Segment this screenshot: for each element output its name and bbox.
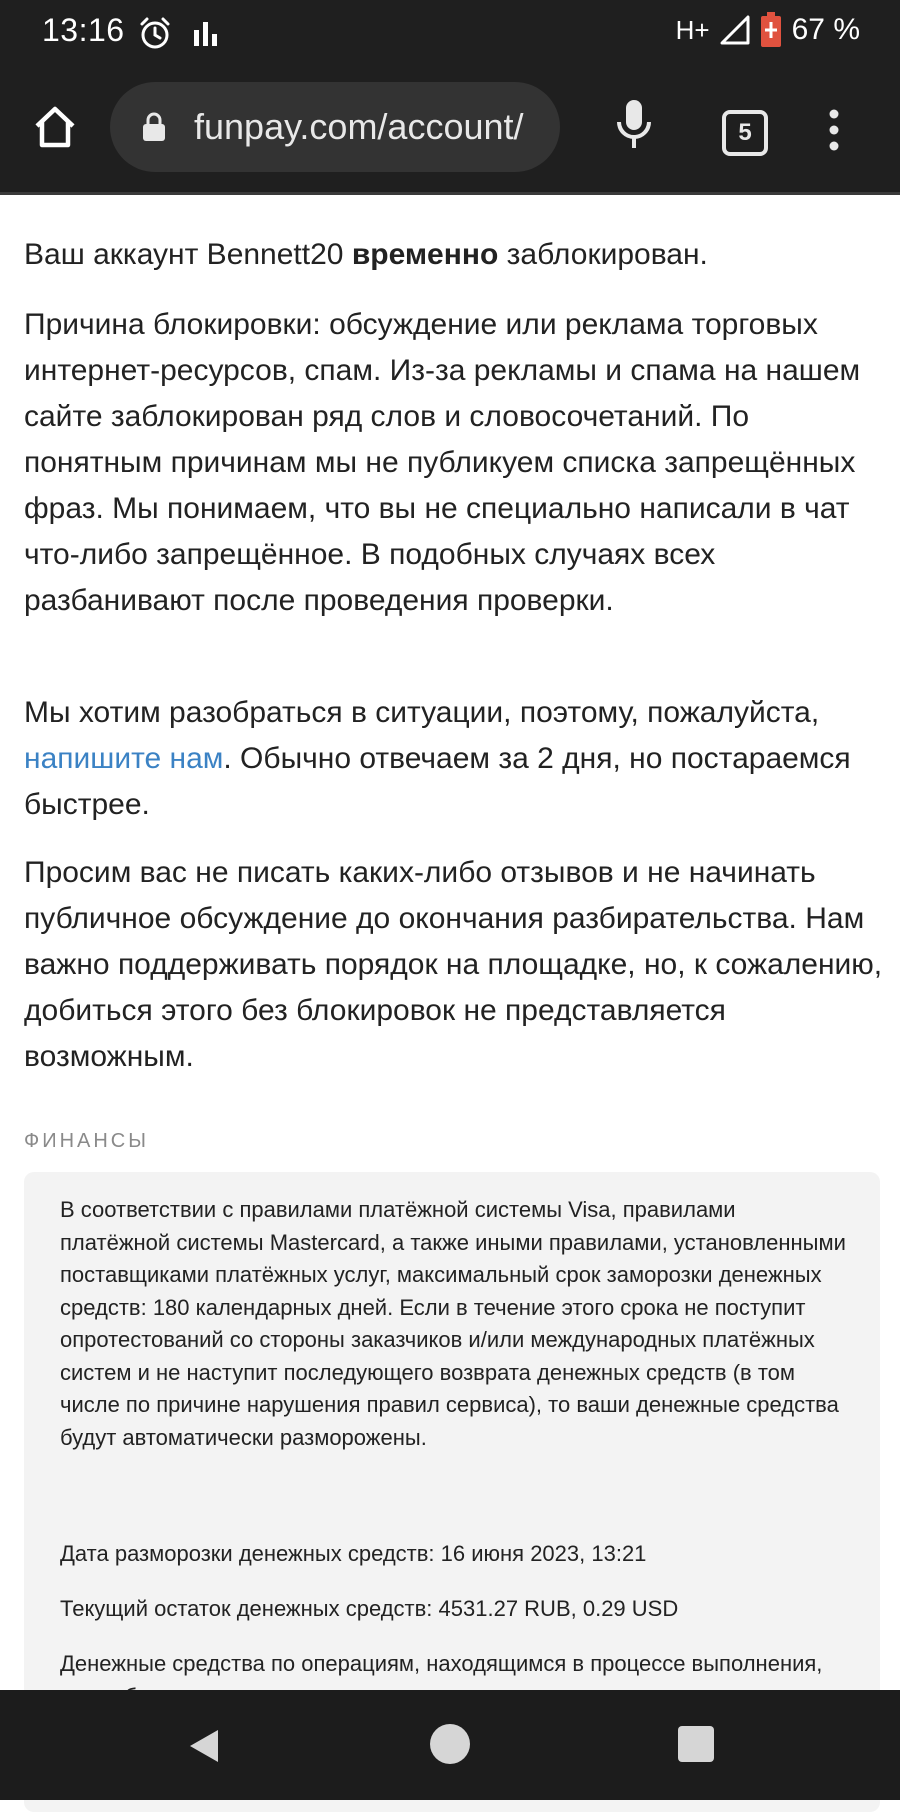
no-reviews-request: Просим вас не писать каких-либо отзывов и не начинать публичное обсуждение до окончания разбирательства. Нам важно поддерживать порядок на площадке, но, к сожалению, добиться этого без блокировок не представляется возможным.: [24, 856, 883, 1073]
more-vert-icon[interactable]: [826, 108, 842, 152]
status-bar: [0, 0, 900, 66]
finance-rules: В соответствии с правилами платёжной системы Visa, правилами платёжной системы Mastercard, а также иными правилами, установленными поставщиками платёжных услуг, максимальный срок заморозки денежных средств: 180 календарных дней. Если в течение этого срока не поступит опротестований со стороны заказчиков и/или международных платёжных систем и не наступит последующего возврата денежных средств (в том числе по причине нарушения правил сервиса), то ваши денежные средства будут автоматически разморожены.: [60, 1197, 846, 1450]
navigation-bar: [0, 1690, 900, 1800]
block-notice-bold: временно: [351, 238, 499, 271]
contact-after: . Обычно отвечаем за 2 дня, но постараемся быстрее.: [24, 742, 851, 821]
status-time: 13:16: [42, 12, 125, 48]
mic-icon[interactable]: [614, 96, 654, 156]
cell-signal-icon: [720, 15, 750, 45]
status-right: [676, 12, 860, 48]
finance-inner: [60, 1194, 850, 1676]
signal-bars-notification-icon: [194, 20, 218, 46]
address-bar[interactable]: [110, 82, 560, 172]
recents-icon[interactable]: [678, 1726, 714, 1762]
contact-before: Мы хотим разобраться в ситуации, поэтому, пожалуйста,: [24, 696, 820, 729]
finance-section-title: ФИНАНСЫ: [24, 1130, 149, 1152]
home-icon[interactable]: [32, 104, 78, 150]
battery-percent: 67 %: [791, 13, 860, 46]
tab-switcher-button[interactable]: 5: [722, 110, 768, 156]
network-type: H+: [675, 14, 710, 45]
battery-icon: [760, 12, 782, 48]
block-notice-after: заблокирован.: [498, 238, 708, 271]
browser-toolbar: [0, 66, 900, 195]
contact-paragraph: [24, 690, 884, 828]
url-text[interactable]: funpay.com/account/: [194, 106, 524, 147]
unfreeze-date: Дата разморозки денежных средств: 16 июня 2023, 13:21: [60, 1541, 647, 1566]
block-notice-before: Ваш аккаунт Bennett20: [24, 238, 352, 271]
write-us-link[interactable]: напишите нам: [24, 742, 224, 775]
home-nav-icon[interactable]: [430, 1724, 470, 1764]
current-balance: Текущий остаток денежных средств: 4531.27 RUB, 0.29 USD: [60, 1596, 679, 1621]
lock-icon[interactable]: [142, 112, 166, 142]
block-notice: [24, 232, 708, 278]
alarm-icon: [138, 16, 172, 50]
back-icon[interactable]: [184, 1726, 224, 1766]
pending-funds-note: Денежные средства по операциям, находящимся в процессе выполнения,: [60, 1651, 823, 1676]
block-reason: Причина блокировки: обсуждение или реклама торговых интернет-ресурсов, спам. Из-за рекламы и спама на нашем сайте заблокирован ряд слов и словосочетаний. По понятным причинам мы не публикуем списка запрещённых фраз. Мы понимаем, что вы не специально написали в чат что-либо запрещённое. В подобных случаях всех разбанивают после проведения проверки.: [24, 308, 861, 617]
